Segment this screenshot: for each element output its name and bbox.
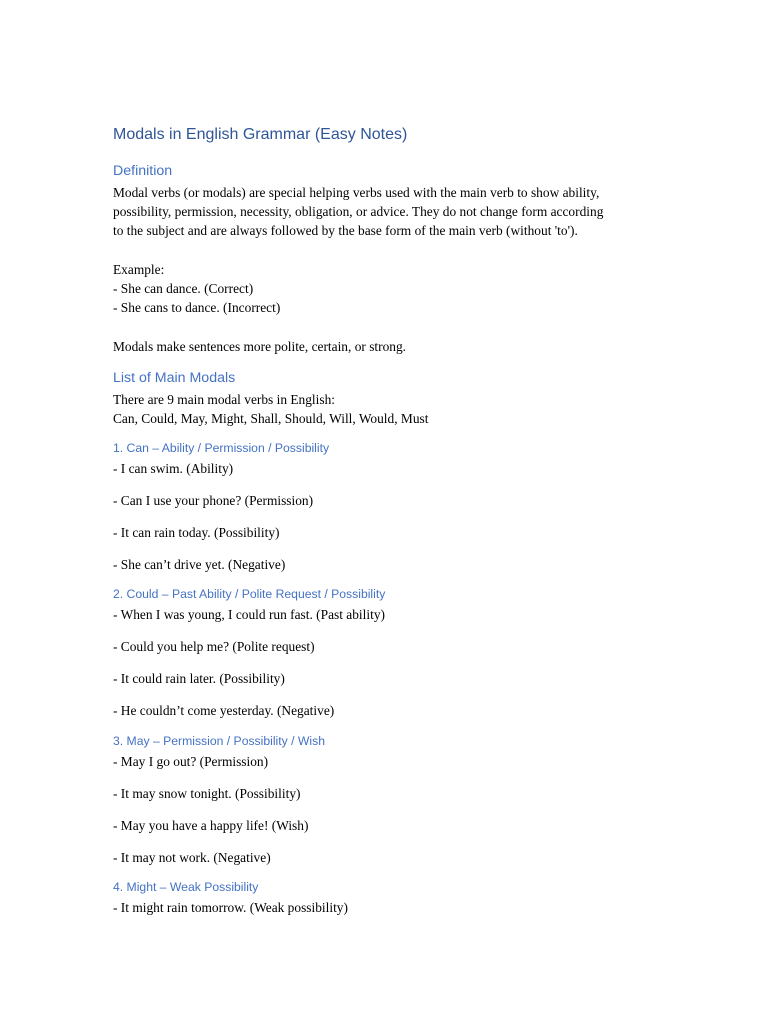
definition-examples: [113, 260, 653, 318]
definition-line: possibility, permission, necessity, obligation, or advice. They do not change form according: [113, 204, 604, 220]
section-might: [113, 879, 653, 917]
list-heading: List of Main Modals: [113, 369, 236, 386]
example-line: - I can swim. (Ability): [113, 461, 234, 477]
section-heading: 1. Can – Ability / Permission / Possibility: [113, 441, 330, 456]
document-page: [113, 124, 653, 930]
example-line: - Can I use your phone? (Permission): [113, 493, 314, 509]
definition-line: to the subject and are always followed by the base form of the main verb (without 'to').: [113, 223, 578, 239]
example-line: - When I was young, I could run fast. (Past ability): [113, 607, 385, 623]
example-line: - It may not work. (Negative): [113, 849, 271, 865]
example-line: - May I go out? (Permission): [113, 753, 269, 769]
definition-note: Modals make sentences more polite, certain, or strong.: [113, 338, 407, 354]
section-heading: 2. Could – Past Ability / Polite Request / Possibility: [113, 587, 386, 602]
section-could: [113, 586, 653, 720]
definition-paragraph: [113, 183, 653, 241]
list-paragraph: [113, 390, 653, 428]
section-can: [113, 440, 653, 574]
example-line: - It may snow tonight. (Possibility): [113, 785, 301, 801]
example-line: - He couldn’t come yesterday. (Negative): [113, 703, 335, 719]
list-modals: Can, Could, May, Might, Shall, Should, Will, Would, Must: [113, 411, 429, 426]
example-line: - She can’t drive yet. (Negative): [113, 557, 286, 573]
example-line: - Could you help me? (Polite request): [113, 639, 315, 655]
example-label: Example:: [113, 261, 165, 277]
example-line: - It could rain later. (Possibility): [113, 671, 285, 687]
document-title: Modals in English Grammar (Easy Notes): [113, 126, 408, 143]
list-intro: There are 9 main modal verbs in English:: [113, 391, 335, 407]
definition-heading: Definition: [113, 163, 173, 179]
example-line: - She cans to dance. (Incorrect): [113, 300, 281, 316]
section-heading: 4. Might – Weak Possibility: [113, 879, 259, 894]
example-line: - May you have a happy life! (Wish): [113, 817, 309, 833]
example-line: - It can rain today. (Possibility): [113, 525, 280, 541]
definition-line: Modal verbs (or modals) are special helping verbs used with the main verb to show ability,: [113, 185, 600, 200]
section-heading: 3. May – Permission / Possibility / Wish: [113, 733, 325, 748]
section-may: [113, 733, 653, 867]
example-line: - She can dance. (Correct): [113, 281, 254, 296]
example-line: - It might rain tomorrow. (Weak possibility): [113, 899, 348, 915]
